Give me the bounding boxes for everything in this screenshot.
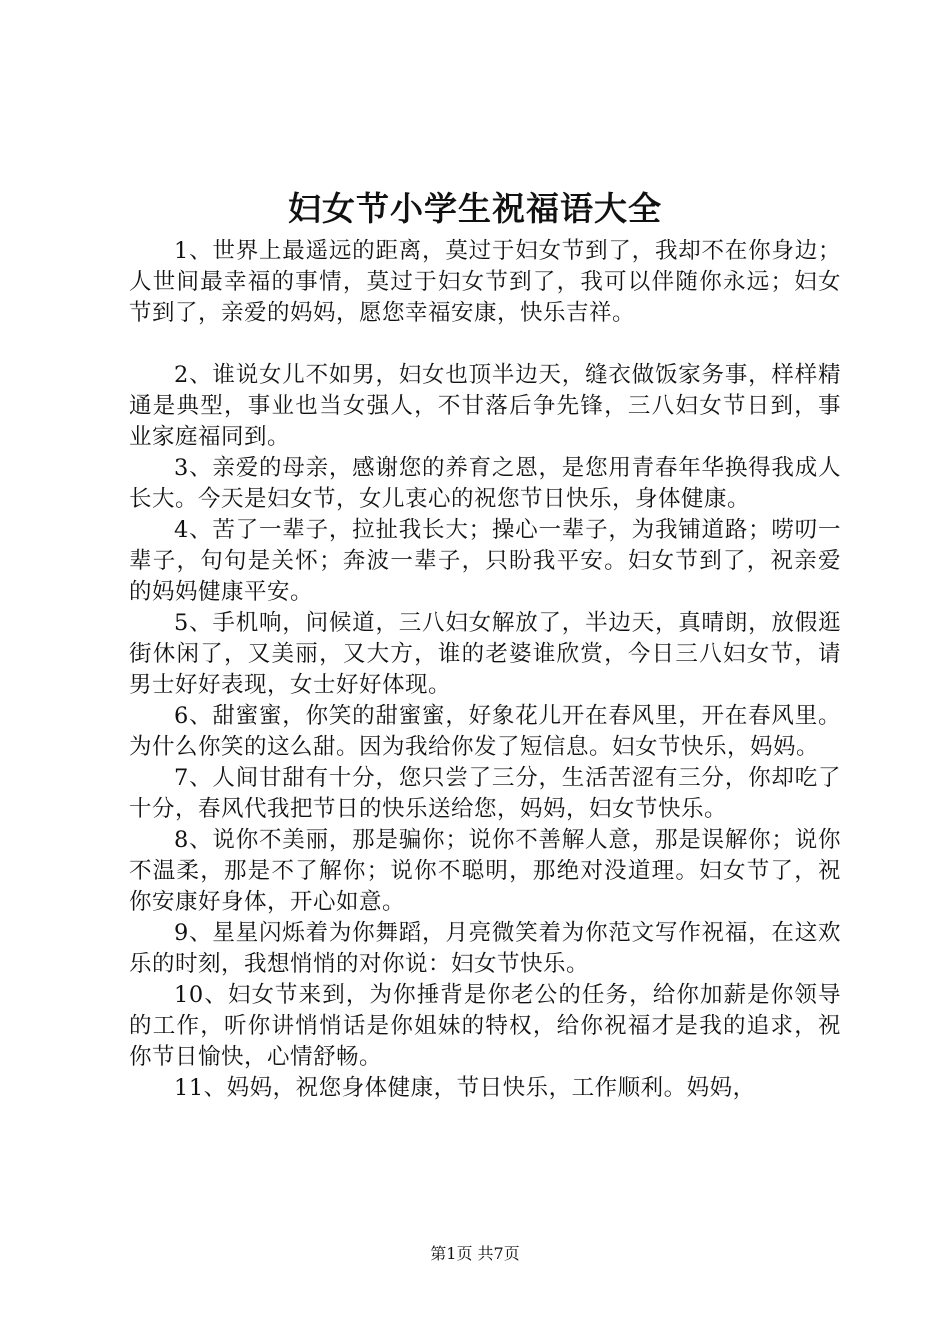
paragraph-7: 7、人间甘甜有十分，您只尝了三分，生活苦涩有三分，你却吃了十分，春风代我把节日的快乐送给您，妈妈，妇女节快乐。 bbox=[129, 765, 841, 822]
paragraph-4: 4、苦了一辈子，拉扯我长大；操心一辈子，为我铺道路；唠叨一辈子，句句是关怀；奔波一辈子，只盼我平安。妇女节到了，祝亲爱的妈妈健康平安。 bbox=[129, 517, 841, 605]
paragraph-8: 8、说你不美丽，那是骗你；说你不善解人意，那是误解你；说你不温柔，那是不了解你；说你不聪明，那绝对没道理。妇女节了，祝你安康好身体，开心如意。 bbox=[129, 827, 841, 915]
paragraph-6: 6、甜蜜蜜，你笑的甜蜜蜜，好象花儿开在春风里，开在春风里。为什么你笑的这么甜。因为我给你发了短信息。妇女节快乐，妈妈。 bbox=[129, 703, 841, 760]
document-title: 妇女节小学生祝福语大全 bbox=[288, 189, 662, 228]
paragraph-1: 1、世界上最遥远的距离，莫过于妇女节到了，我却不在你身边；人世间最幸福的事情，莫过于妇女节到了，我可以伴随你永远；妇女节到了，亲爱的妈妈，愿您幸福安康，快乐吉祥。 bbox=[129, 238, 841, 326]
paragraph-11: 11、妈妈，祝您身体健康，节日快乐，工作顺利。妈妈， bbox=[174, 1075, 756, 1101]
paragraph-9: 9、星星闪烁着为你舞蹈，月亮微笑着为你范文写作祝福，在这欢乐的时刻，我想悄悄的对你说：妇女节快乐。 bbox=[129, 920, 841, 977]
paragraph-5: 5、手机响，问候道，三八妇女解放了，半边天，真晴朗，放假逛街休闲了，又美丽，又大方，谁的老婆谁欣赏，今日三八妇女节，请男士好好表现，女士好好体现。 bbox=[129, 610, 841, 698]
page-footer: 第1页 共7页 bbox=[430, 1244, 520, 1263]
paragraph-10: 10、妇女节来到，为你捶背是你老公的任务，给你加薪是你领导的工作，听你讲悄悄话是你姐妹的特权，给你祝福才是我的追求，祝你节日愉快，心情舒畅。 bbox=[129, 982, 841, 1070]
document-body bbox=[129, 236, 841, 1104]
paragraph-2: 2、谁说女儿不如男，妇女也顶半边天，缝衣做饭家务事，样样精通是典型，事业也当女强人，不甘落后争先锋，三八妇女节日到，事业家庭福同到。 bbox=[129, 362, 841, 450]
paragraph-3: 3、亲爱的母亲，感谢您的养育之恩，是您用青春年华换得我成人长大。今天是妇女节，女儿衷心的祝您节日快乐，身体健康。 bbox=[129, 455, 841, 512]
